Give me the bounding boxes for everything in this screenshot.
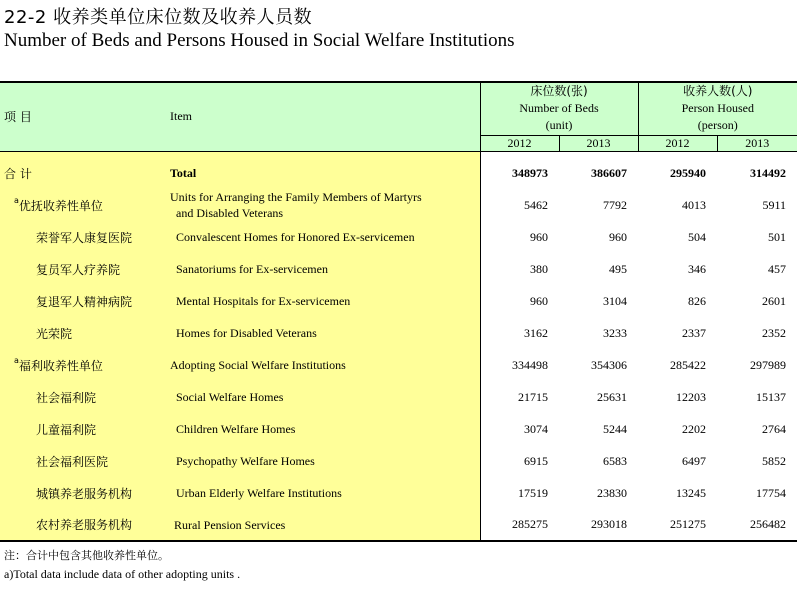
cell-beds-2013: 5244 — [559, 413, 638, 445]
cell-beds-2013: 23830 — [559, 477, 638, 509]
row-label-cn — [0, 285, 168, 317]
row-label-cn — [0, 381, 168, 413]
row-label-en-text: Mental Hospitals for Ex-servicemen — [176, 294, 351, 308]
footnote-chinese: 注：合计中包含其他收养性单位。 — [4, 549, 169, 562]
cell-persons-2013: 5852 — [717, 445, 797, 477]
table-row — [0, 253, 797, 285]
row-label-en — [168, 381, 480, 413]
cell-beds-2013: 3233 — [559, 317, 638, 349]
row-label-en — [168, 349, 480, 381]
row-label-en — [168, 221, 480, 253]
cell-beds-2013: 960 — [559, 221, 638, 253]
table-row — [0, 413, 797, 445]
cell-persons-2012: 2337 — [638, 317, 717, 349]
row-label-en — [168, 509, 480, 541]
row-label-cn-text: 荣誉军人康复医院 — [36, 230, 133, 245]
cell-beds-2012: 285275 — [480, 509, 559, 541]
row-label-cn-text: 农村养老服务机构 — [36, 518, 133, 532]
row-label-en-text: Total — [170, 166, 197, 181]
cell-beds-2012: 334498 — [480, 349, 559, 381]
row-label-cn — [0, 477, 168, 509]
row-label-cn-text: 优抚收养性单位 — [18, 198, 103, 213]
row-label-en-text: Rural Pension Services — [174, 517, 286, 532]
year-beds-2013: 2013 — [559, 135, 638, 151]
cell-beds-2013: 25631 — [559, 381, 638, 413]
cell-beds-2013: 293018 — [559, 509, 638, 541]
header-persons — [638, 82, 797, 135]
year-persons-2013: 2013 — [717, 135, 797, 151]
cell-persons-2012: 12203 — [638, 381, 717, 413]
row-label-cn-text: 光荣院 — [36, 326, 73, 341]
row-label-en-text: Children Welfare Homes — [176, 422, 296, 436]
row-label-en-text-line2: and Disabled Veterans — [176, 206, 284, 220]
row-label-cn — [0, 509, 168, 541]
row-label-en-text: Sanatoriums for Ex-servicemen — [176, 262, 328, 276]
year-persons-2012: 2012 — [638, 135, 717, 151]
table-row — [0, 445, 797, 477]
row-label-en-text: Adopting Social Welfare Institutions — [170, 358, 346, 372]
row-label-cn — [0, 445, 168, 477]
row-label-cn — [0, 151, 168, 189]
table-row — [0, 285, 797, 317]
row-label-cn — [0, 221, 168, 253]
cell-persons-2013: 2352 — [717, 317, 797, 349]
cell-beds-2012: 960 — [480, 285, 559, 317]
row-label-en — [168, 477, 480, 509]
table-row — [0, 221, 797, 253]
cell-persons-2013: 297989 — [717, 349, 797, 381]
cell-beds-2012: 5462 — [480, 189, 559, 221]
table-row — [0, 477, 797, 509]
cell-beds-2012: 348973 — [480, 151, 559, 189]
row-label-cn-text: 复退军人精神病院 — [36, 294, 133, 309]
cell-persons-2013: 314492 — [717, 151, 797, 189]
cell-persons-2012: 346 — [638, 253, 717, 285]
cell-persons-2012: 251275 — [638, 509, 717, 541]
cell-beds-2012: 6915 — [480, 445, 559, 477]
cell-beds-2013: 3104 — [559, 285, 638, 317]
row-label-cn — [0, 413, 168, 445]
row-label-cn-text: 城镇养老服务机构 — [36, 486, 133, 501]
row-label-cn-text: 社会福利院 — [36, 390, 97, 405]
row-label-cn — [0, 253, 168, 285]
cell-persons-2013: 2764 — [717, 413, 797, 445]
cell-beds-2012: 3074 — [480, 413, 559, 445]
header-item-cn: 项 目 — [0, 82, 168, 151]
cell-persons-2012: 504 — [638, 221, 717, 253]
cell-persons-2012: 2202 — [638, 413, 717, 445]
cell-persons-2013: 17754 — [717, 477, 797, 509]
header-persons-en: Person Housed — [681, 101, 754, 116]
cell-persons-2012: 13245 — [638, 477, 717, 509]
cell-beds-2013: 354306 — [559, 349, 638, 381]
header-beds-cn: 床位数(张) — [530, 84, 588, 99]
row-label-cn — [0, 317, 168, 349]
table-row — [0, 509, 797, 541]
row-label-en-text: Units for Arranging the Family Members of Martyrs — [170, 190, 422, 204]
year-beds-2012: 2012 — [480, 135, 559, 151]
row-label-cn — [0, 349, 168, 381]
cell-beds-2013: 386607 — [559, 151, 638, 189]
cell-persons-2012: 295940 — [638, 151, 717, 189]
header-persons-cn: 收养人数(人) — [683, 84, 753, 99]
footnote-english: a)Total data include data of other adopting units . — [4, 567, 241, 581]
row-label-en — [168, 151, 480, 189]
row-label-en — [168, 413, 480, 445]
cell-persons-2013: 501 — [717, 221, 797, 253]
cell-persons-2012: 6497 — [638, 445, 717, 477]
cell-persons-2013: 457 — [717, 253, 797, 285]
cell-beds-2013: 495 — [559, 253, 638, 285]
row-label-en — [168, 317, 480, 349]
table-row — [0, 317, 797, 349]
row-label-en — [168, 285, 480, 317]
table-row — [0, 151, 797, 189]
table-row — [0, 189, 797, 221]
cell-beds-2012: 21715 — [480, 381, 559, 413]
page-title-chinese: 22-2 收养类单位床位数及收养人员数 — [4, 7, 313, 28]
row-label-en-text: Convalescent Homes for Honored Ex-servicemen — [176, 230, 415, 244]
row-label-cn-text: 合 计 — [4, 166, 32, 181]
row-label-cn-text: 复员军人疗养院 — [36, 262, 121, 277]
cell-persons-2013: 15137 — [717, 381, 797, 413]
row-label-en-text: Psychopathy Welfare Homes — [176, 454, 315, 468]
header-beds-unit: (unit) — [545, 118, 573, 133]
footnote-marker: a — [14, 195, 19, 205]
row-label-en-text: Urban Elderly Welfare Institutions — [176, 486, 342, 500]
row-label-cn-text: 儿童福利院 — [36, 422, 97, 437]
page-title-english: Number of Beds and Persons Housed in Social Welfare Institutions — [4, 30, 515, 51]
cell-persons-2012: 826 — [638, 285, 717, 317]
table-row — [0, 349, 797, 381]
cell-beds-2013: 7792 — [559, 189, 638, 221]
row-label-en — [168, 445, 480, 477]
cell-beds-2012: 3162 — [480, 317, 559, 349]
footnote-marker: a — [14, 355, 19, 365]
cell-beds-2012: 960 — [480, 221, 559, 253]
row-label-en-text: Social Welfare Homes — [176, 390, 284, 404]
header-persons-unit: (person) — [697, 118, 738, 133]
table-row — [0, 381, 797, 413]
row-label-en-text: Homes for Disabled Veterans — [176, 326, 317, 340]
cell-persons-2013: 5911 — [717, 189, 797, 221]
header-beds — [480, 82, 638, 135]
beds-persons-table — [0, 81, 797, 542]
cell-persons-2012: 285422 — [638, 349, 717, 381]
cell-beds-2012: 17519 — [480, 477, 559, 509]
cell-persons-2013: 2601 — [717, 285, 797, 317]
row-label-cn — [0, 189, 168, 221]
cell-persons-2012: 4013 — [638, 189, 717, 221]
cell-persons-2013: 256482 — [717, 509, 797, 541]
header-item-en: Item — [168, 82, 480, 151]
row-label-cn-text: 社会福利医院 — [36, 454, 109, 469]
row-label-en — [168, 189, 480, 221]
row-label-en — [168, 253, 480, 285]
header-beds-en: Number of Beds — [519, 101, 599, 116]
row-label-cn-text: 福利收养性单位 — [18, 358, 103, 373]
cell-beds-2013: 6583 — [559, 445, 638, 477]
cell-beds-2012: 380 — [480, 253, 559, 285]
